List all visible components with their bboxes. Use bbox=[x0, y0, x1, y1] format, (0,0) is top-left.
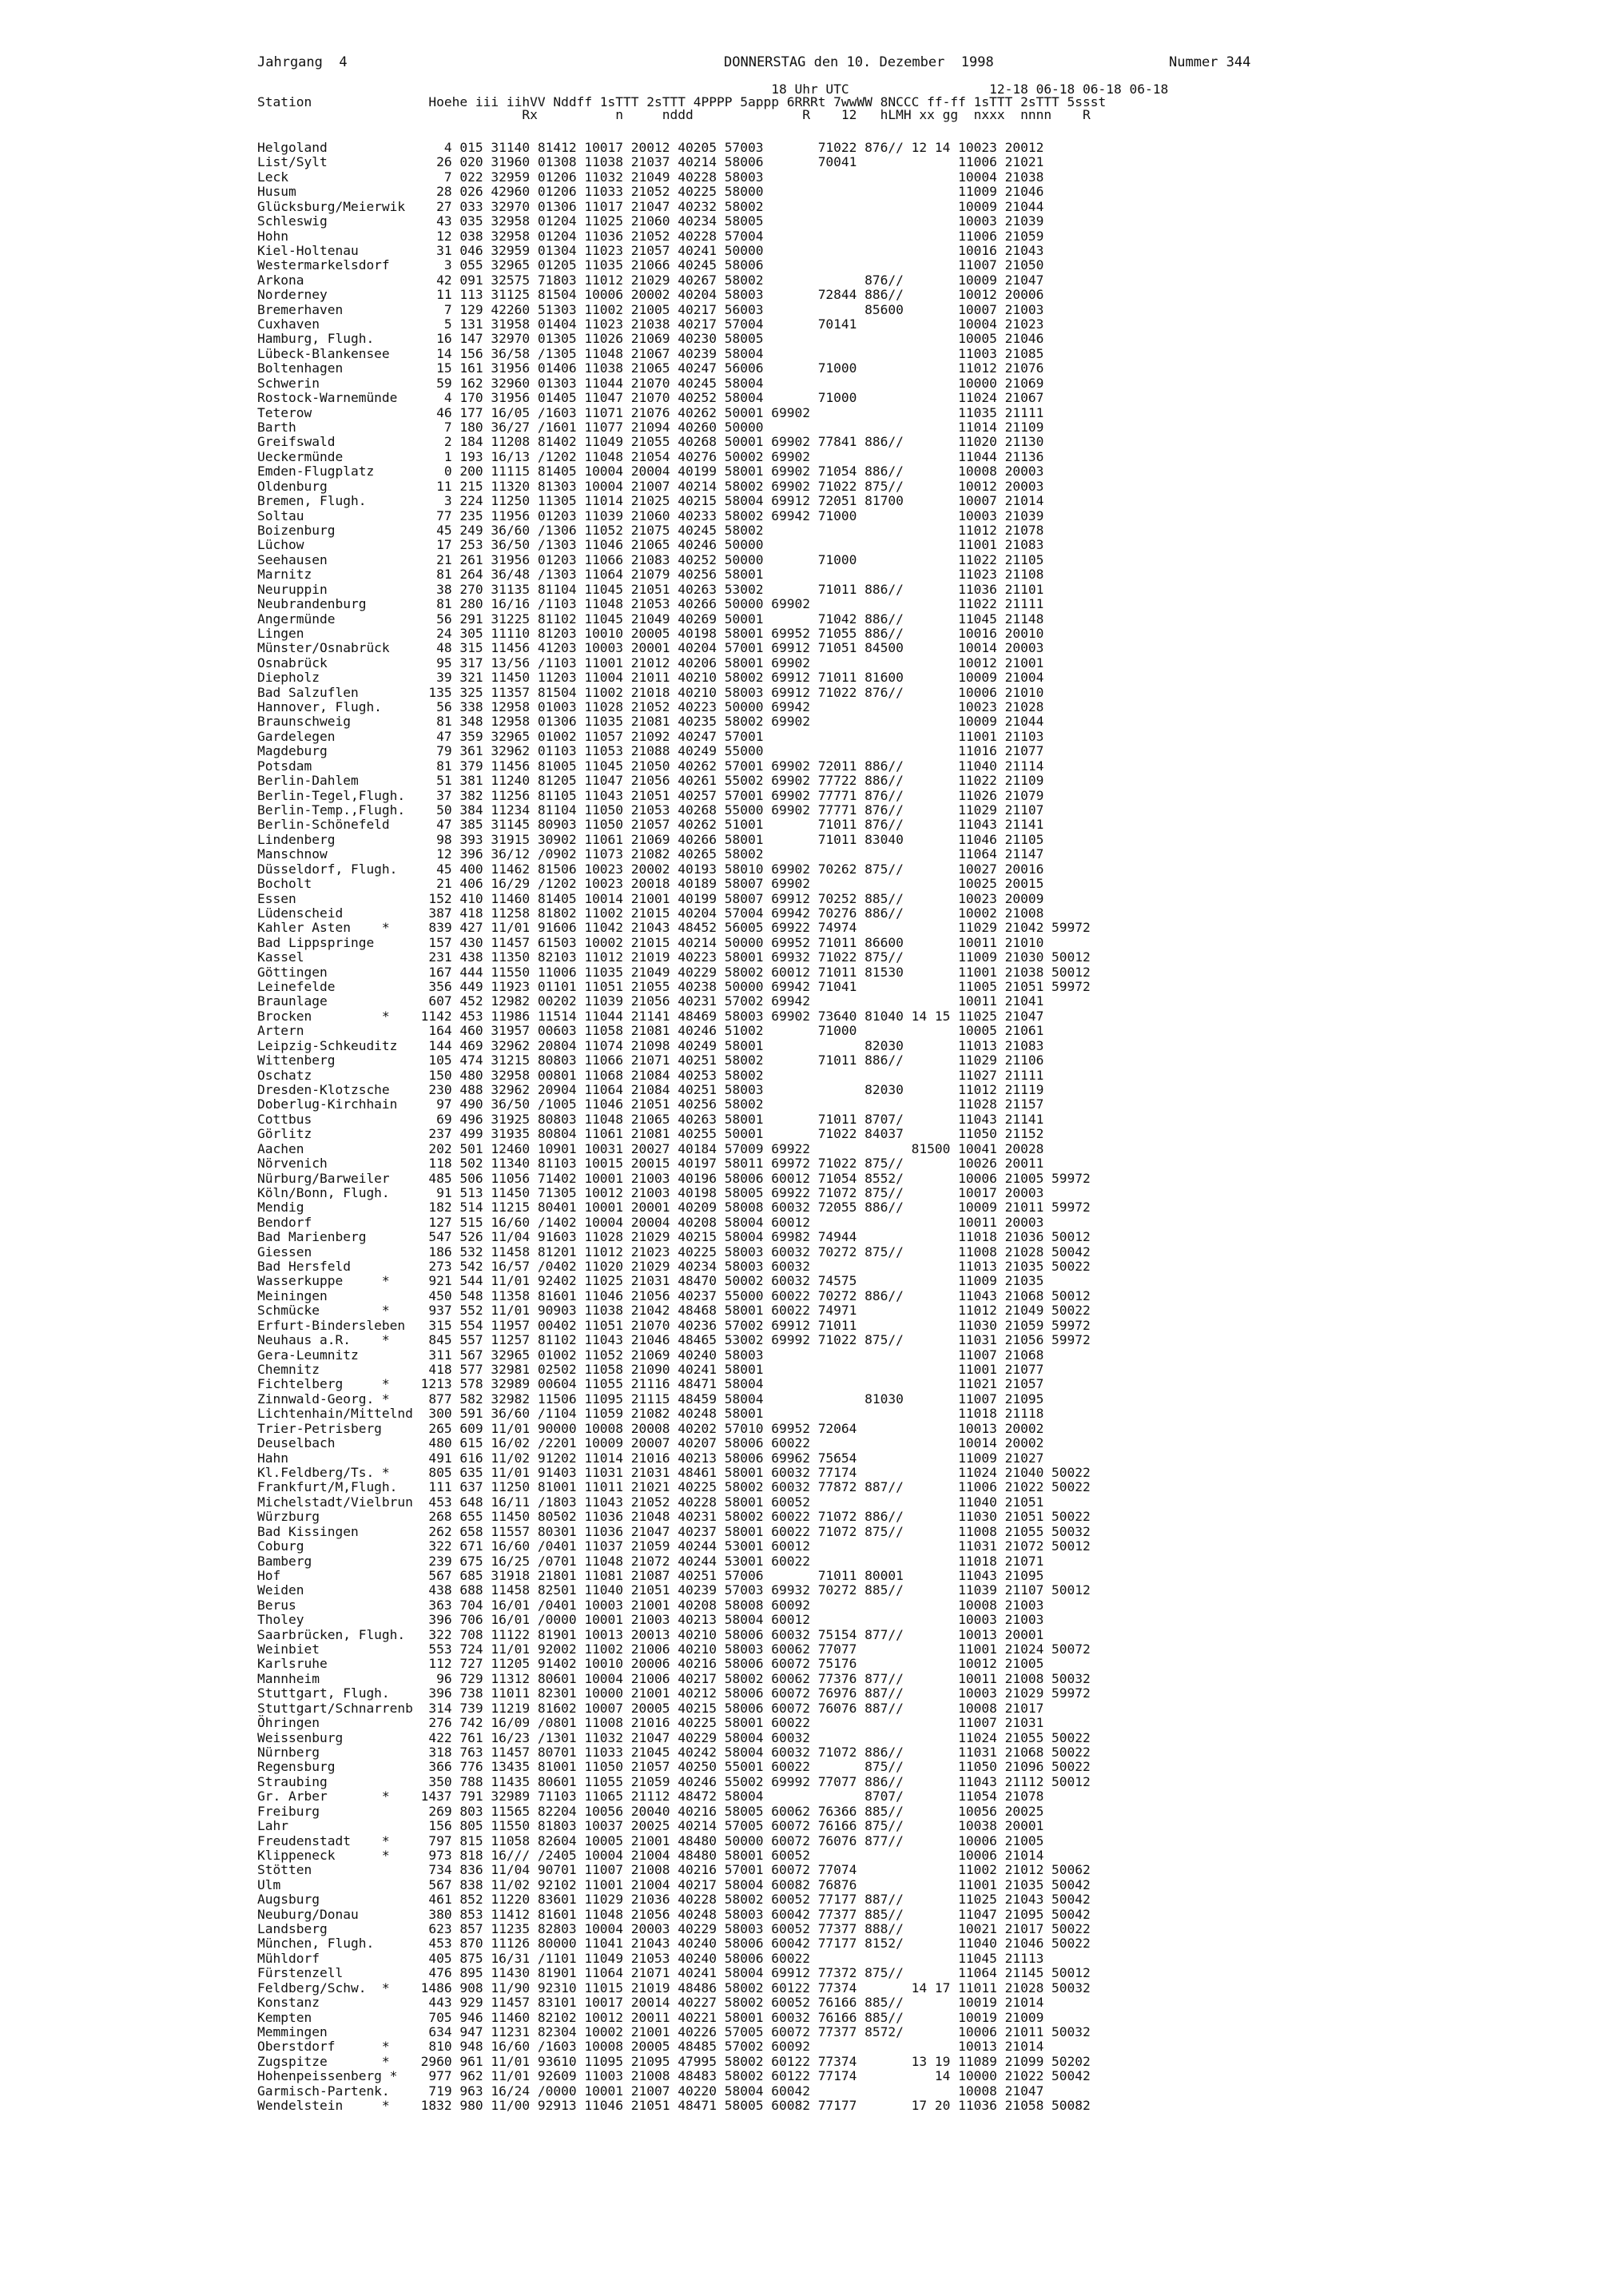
table-row: Neuburg/Donau 380 853 11412 81601 11048 21056 40248 58003 60042 77377 885// 11047 21095 50042 bbox=[257, 1906, 1091, 1922]
table-row: Artern 164 460 31957 00603 11058 21081 40246 51002 71000 10005 21061 bbox=[257, 1023, 1044, 1039]
table-row: Bad Salzuflen 135 325 11357 81504 11002 21018 40210 58003 69912 71022 876// 10006 21010 bbox=[257, 684, 1044, 700]
jahrgang-label: Jahrgang 4 bbox=[257, 54, 348, 70]
table-row: Berlin-Schönefeld 47 385 31145 80903 11050 21057 40262 51001 71011 876// 11043 21141 bbox=[257, 817, 1044, 833]
table-row: München, Flugh. 453 870 11126 80000 11041 21043 40240 58006 60042 77177 8152/ 11040 21046 50022 bbox=[257, 1936, 1091, 1952]
table-row: Meiningen 450 548 11358 81601 11046 21056 40237 55000 60022 70272 886// 11043 21068 50012 bbox=[257, 1287, 1091, 1303]
table-row: Weiden 438 688 11458 82501 11040 21051 40239 57003 69932 70272 885// 11039 21107 50012 bbox=[257, 1582, 1091, 1598]
table-row: Hannover, Flugh. 56 338 12958 01003 11028 21052 40223 50000 69942 10023 21028 bbox=[257, 699, 1044, 715]
table-row: Bad Hersfeld 273 542 16/57 /0402 11020 21029 40234 58003 60032 11013 21035 50022 bbox=[257, 1259, 1091, 1275]
table-row: Greifswald 2 184 11208 81402 11049 21055 40268 50001 69902 77841 886// 11020 21130 bbox=[257, 434, 1044, 450]
table-row: Münster/Osnabrück 48 315 11456 41203 10003 20001 40204 57001 69912 71051 84500 10014 20003 bbox=[257, 640, 1044, 656]
table-row: Mannheim 96 729 11312 80601 10004 21006 40217 58002 60062 77376 877// 10011 21008 50032 bbox=[257, 1670, 1091, 1686]
table-row: Nürburg/Barweiler 485 506 11056 71402 10001 21003 40196 58006 60012 71054 8552/ 10006 21005 59972 bbox=[257, 1170, 1091, 1186]
table-row: Leipzig-Schkeuditz 144 469 32962 20804 11074 21098 40249 58001 82030 11013 21083 bbox=[257, 1037, 1044, 1053]
table-row: Bad Kissingen 262 658 11557 80301 11036 21047 40237 58001 60022 71072 875// 11008 21055 50032 bbox=[257, 1523, 1091, 1539]
table-row: Trier-Petrisberg 265 609 11/01 90000 10008 20008 40202 57010 69952 72064 10013 20002 bbox=[257, 1420, 1044, 1436]
table-row: Deuselbach 480 615 16/02 /2201 10009 20007 40207 58006 60022 10014 20002 bbox=[257, 1435, 1044, 1451]
table-row: Görlitz 237 499 31935 80804 11061 21081 40255 50001 71022 84037 11050 21152 bbox=[257, 1126, 1044, 1142]
table-row: Freiburg 269 803 11565 82204 10056 20040 40216 58005 60062 76366 885// 10056 20025 bbox=[257, 1803, 1044, 1819]
table-row: Chemnitz 418 577 32981 02502 11058 21090 40241 58001 11001 21077 bbox=[257, 1362, 1044, 1378]
table-row: Magdeburg 79 361 32962 01103 11053 21088 40249 55000 11016 21077 bbox=[257, 743, 1044, 759]
table-row: Giessen 186 532 11458 81201 11012 21023 40225 58003 60032 70272 875// 11008 21028 50042 bbox=[257, 1244, 1091, 1259]
table-row: Husum 28 026 42960 01206 11033 21052 40225 58000 11009 21046 bbox=[257, 184, 1044, 200]
column-header-line: 18 Uhr UTC 12-18 06-18 06-18 06-18 bbox=[257, 82, 1169, 97]
table-row: Bremerhaven 7 129 42260 51303 11002 21005 40217 56003 85600 10007 21003 bbox=[257, 301, 1044, 317]
table-row: Nörvenich 118 502 11340 81103 10015 20015 40197 58011 69972 71022 875// 10026 20011 bbox=[257, 1156, 1044, 1172]
table-row: Lahr 156 805 11550 81803 10037 20025 40214 57005 60072 76166 875// 10038 20001 bbox=[257, 1818, 1044, 1834]
table-row: Karlsruhe 112 727 11205 91402 10010 20006 40216 58006 60072 75176 10012 21005 bbox=[257, 1656, 1044, 1672]
table-row: Frankfurt/M,Flugh. 111 637 11250 81001 11011 21021 40225 58002 60032 77872 887// 11006 21022 50022 bbox=[257, 1479, 1091, 1495]
table-row: Hof 567 685 31918 21801 11081 21087 40251 57006 71011 80001 11043 21095 bbox=[257, 1567, 1044, 1583]
table-row: Emden-Flugplatz 0 200 11115 81405 10004 20004 40199 58001 69902 71054 886// 10008 20003 bbox=[257, 464, 1044, 479]
table-row: Gera-Leumnitz 311 567 32965 01002 11052 21069 40240 58003 11007 21068 bbox=[257, 1347, 1044, 1363]
table-row: Neuruppin 38 270 31135 81104 11045 21051 40263 53002 71011 886// 11036 21101 bbox=[257, 581, 1044, 597]
table-row: Cottbus 69 496 31925 80803 11048 21065 40263 58001 71011 8707/ 11043 21141 bbox=[257, 1111, 1044, 1127]
table-row: Lingen 24 305 11110 81203 10010 20005 40198 58001 69952 71055 886// 10016 20010 bbox=[257, 625, 1044, 641]
table-row: Coburg 322 671 16/60 /0401 11037 21059 40244 53001 60012 11031 21072 50012 bbox=[257, 1538, 1091, 1554]
column-header bbox=[257, 83, 1168, 121]
table-row: Würzburg 268 655 11450 80502 11036 21048 40231 58002 60022 71072 886// 11030 21051 50022 bbox=[257, 1509, 1091, 1525]
table-row: Fürstenzell 476 895 11430 81901 11064 21071 40241 58004 69912 77372 875// 11064 21145 50012 bbox=[257, 1965, 1091, 1981]
table-row: Zinnwald-Georg. * 877 582 32982 11506 11095 21115 48459 58004 81030 11007 21095 bbox=[257, 1391, 1044, 1407]
table-row: Marnitz 81 264 36/48 /1303 11064 21079 40256 58001 11023 21108 bbox=[257, 567, 1044, 583]
table-row: Freudenstadt * 797 815 11058 82604 10005 21001 48480 50000 60072 76076 877// 10006 21005 bbox=[257, 1832, 1044, 1848]
table-row: Göttingen 167 444 11550 11006 11035 21049 40229 58002 60012 71011 81530 11001 21038 50012 bbox=[257, 964, 1091, 980]
table-row: Gardelegen 47 359 32965 01002 11057 21092 40247 57001 11001 21103 bbox=[257, 728, 1044, 744]
table-row: Gr. Arber * 1437 791 32989 71103 11065 21112 48472 58004 8707/ 11054 21078 bbox=[257, 1789, 1044, 1805]
table-row: Norderney 11 113 31125 81504 10006 20002 40204 58003 72844 886// 10012 20006 bbox=[257, 287, 1044, 303]
table-row: Schwerin 59 162 32960 01303 11044 21070 40245 58004 10000 21069 bbox=[257, 375, 1044, 391]
table-row: Angermünde 56 291 31225 81102 11045 21049 40269 50001 71042 886// 11045 21148 bbox=[257, 611, 1044, 627]
table-row: Landsberg 623 857 11235 82803 10004 20003 40229 58003 60052 77377 888// 10021 21017 50022 bbox=[257, 1921, 1091, 1937]
table-row: Memmingen 634 947 11231 82304 10002 21001 40226 57005 60072 77377 8572/ 10006 21011 50032 bbox=[257, 2024, 1091, 2039]
table-row: Lichtenhain/Mittelnd 300 591 36/60 /1104 11059 21082 40248 58001 11018 21118 bbox=[257, 1406, 1044, 1422]
table-row: Arkona 42 091 32575 71803 11012 21029 40267 58002 876// 10009 21047 bbox=[257, 272, 1044, 288]
table-row: Leinefelde 356 449 11923 01101 11051 21055 40238 50000 69942 71041 11005 21051 59972 bbox=[257, 979, 1091, 995]
table-row: Bendorf 127 515 16/60 /1402 10004 20004 40208 58004 60012 10011 20003 bbox=[257, 1214, 1044, 1230]
table-row: Kiel-Holtenau 31 046 32959 01304 11023 21057 40241 50000 10016 21043 bbox=[257, 242, 1044, 258]
table-row: Bad Marienberg 547 526 11/04 91603 11028 21029 40215 58004 69982 74944 11018 21036 50012 bbox=[257, 1229, 1091, 1245]
table-row: Mendig 182 514 11215 80401 10001 20001 40209 58008 60032 72055 886// 10009 21011 59972 bbox=[257, 1200, 1091, 1216]
table-row: Kempten 705 946 11460 82102 10012 20011 40221 58001 60032 76166 885// 10019 21009 bbox=[257, 2009, 1044, 2025]
table-row: Dresden-Klotzsche 230 488 32962 20904 11064 21084 40251 58003 82030 11012 21119 bbox=[257, 1082, 1044, 1097]
table-row: Stötten 734 836 11/04 90701 11007 21008 40216 57001 60072 77074 11002 21012 50062 bbox=[257, 1862, 1091, 1878]
table-row: Oberstdorf * 810 948 16/60 /1603 10008 20005 48485 57002 60092 10013 21014 bbox=[257, 2039, 1044, 2055]
table-row: Stuttgart/Schnarrenb 314 739 11219 81602 10007 20005 40215 58006 60072 76076 887// 10008 21017 bbox=[257, 1700, 1044, 1716]
table-row: Barth 7 180 36/27 /1601 11077 21094 40260 50000 11014 21109 bbox=[257, 420, 1044, 436]
table-row: Diepholz 39 321 11450 11203 11004 21011 40210 58002 69912 71011 81600 10009 21004 bbox=[257, 670, 1044, 686]
table-row: Aachen 202 501 12460 10901 10031 20027 40184 57009 69922 81500 10041 20028 bbox=[257, 1140, 1044, 1156]
table-row: Klippeneck * 973 818 16/// /2405 10004 21004 48480 58001 60052 10006 21014 bbox=[257, 1847, 1044, 1863]
column-header-line: Station Hoehe iii iihVV Nddff 1sTTT 2sTTT 4PPPP 5appp 6RRRt 7wwWW 8NCCC ff-ff 1sTTT 2sTTT 5ssst bbox=[257, 94, 1107, 109]
table-row: Doberlug-Kirchhain 97 490 36/50 /1005 11046 21051 40256 58002 11028 21157 bbox=[257, 1096, 1044, 1112]
table-row: Potsdam 81 379 11456 81005 11045 21050 40262 57001 69902 72011 886// 11040 21114 bbox=[257, 758, 1044, 774]
table-row: Berlin-Tegel,Flugh. 37 382 11256 81105 11043 21051 40257 57001 69902 77771 876// 11026 21079 bbox=[257, 787, 1044, 803]
table-row: Neuhaus a.R. * 845 557 11257 81102 11043 21046 48465 53002 69992 71022 875// 11031 21056 59972 bbox=[257, 1332, 1091, 1348]
table-row: Helgoland 4 015 31140 81412 10017 20012 40205 57003 71022 876// 12 14 10023 20012 bbox=[257, 140, 1044, 155]
table-row: Kl.Feldberg/Ts. * 805 635 11/01 91403 11031 21031 48461 58001 60032 77174 11024 21040 50022 bbox=[257, 1464, 1091, 1480]
table-row: Bocholt 21 406 16/29 /1202 10023 20018 40189 58007 69902 10025 20015 bbox=[257, 876, 1044, 892]
table-row: Essen 152 410 11460 81405 10014 21001 40199 58007 69912 70252 885// 10023 20009 bbox=[257, 890, 1044, 906]
table-row: Erfurt-Bindersleben 315 554 11957 00402 11051 21070 40236 57002 69912 71011 11030 21059 59972 bbox=[257, 1317, 1091, 1333]
table-row: Boltenhagen 15 161 31956 01406 11038 21065 40247 56006 71000 11012 21076 bbox=[257, 360, 1044, 376]
table-row: Westermarkelsdorf 3 055 32965 01205 11035 21066 40245 58006 11007 21050 bbox=[257, 257, 1044, 273]
table-row: Ulm 567 838 11/02 92102 11001 21004 40217 58004 60082 76876 11001 21035 50042 bbox=[257, 1876, 1091, 1892]
table-row: Rostock-Warnemünde 4 170 31956 01405 11047 21070 40252 58004 71000 11024 21067 bbox=[257, 390, 1044, 406]
table-row: Ueckermünde 1 193 16/13 /1202 11048 21054 40276 50002 69902 11044 21136 bbox=[257, 448, 1044, 464]
table-row: Berlin-Dahlem 51 381 11240 81205 11047 21056 40261 55002 69902 77722 886// 11022 21109 bbox=[257, 773, 1044, 789]
table-row: Bamberg 239 675 16/25 /0701 11048 21072 40244 53001 60022 11018 21071 bbox=[257, 1553, 1044, 1569]
table-row: Saarbrücken, Flugh. 322 708 11122 81901 10013 20013 40210 58006 60032 75154 877// 10013 20001 bbox=[257, 1626, 1044, 1642]
table-row: Neubrandenburg 81 280 16/16 /1103 11048 21053 40266 50000 69902 11022 21111 bbox=[257, 596, 1044, 612]
table-row: Köln/Bonn, Flugh. 91 513 11450 71305 10012 21003 40198 58005 69922 71072 875// 10017 20003 bbox=[257, 1184, 1044, 1200]
table-row: Garmisch-Partenk. 719 963 16/24 /0000 10001 21007 40220 58004 60042 10008 21047 bbox=[257, 2083, 1044, 2099]
table-row: Hahn 491 616 11/02 91202 11014 21016 40213 58006 69962 75654 11009 21027 bbox=[257, 1450, 1044, 1466]
table-row: Weinbiet 553 724 11/01 92002 11002 21006 40210 58003 60062 77077 11001 21024 50072 bbox=[257, 1641, 1091, 1657]
table-row: Lüchow 17 253 36/50 /1303 11046 21065 40246 50000 11001 21083 bbox=[257, 537, 1044, 553]
table-row: Weissenburg 422 761 16/23 /1301 11032 21047 40229 58004 60032 11024 21055 50022 bbox=[257, 1729, 1091, 1745]
table-row: Osnabrück 95 317 13/56 /1103 11001 21012 40206 58001 69902 10012 21001 bbox=[257, 655, 1044, 670]
table-row: Feldberg/Schw. * 1486 908 11/90 92310 11015 21019 48486 58002 60122 77374 14 17 11011 21028 50032 bbox=[257, 1980, 1091, 1996]
table-row: Wendelstein * 1832 980 11/00 92913 11046 21051 48471 58005 60082 77177 17 20 11036 21058 50082 bbox=[257, 2098, 1091, 2114]
table-row: Manschnow 12 396 36/12 /0902 11073 21082 40265 58002 11064 21147 bbox=[257, 846, 1044, 862]
column-header-line: Rx n nddd R 12 hLMH xx gg nxxx nnnn R bbox=[257, 107, 1091, 122]
table-row: Bremen, Flugh. 3 224 11250 11305 11014 21025 40215 58004 69912 72051 81700 10007 21014 bbox=[257, 493, 1044, 509]
table-row: Konstanz 443 929 11457 83101 10017 20014 40227 58002 60052 76166 885// 10019 21014 bbox=[257, 1995, 1044, 2011]
table-row: Cuxhaven 5 131 31958 01404 11023 21038 40217 57004 70141 10004 21023 bbox=[257, 316, 1044, 332]
station-table bbox=[257, 141, 1091, 2114]
table-row: Brocken * 1142 453 11986 11514 11044 21141 48469 58003 69902 73640 81040 14 15 11025 21047 bbox=[257, 1008, 1044, 1024]
table-row: Teterow 46 177 16/05 /1603 11071 21076 40262 50001 69902 11035 21111 bbox=[257, 404, 1044, 420]
table-row: Braunlage 607 452 12982 00202 11039 21056 40231 57002 69942 10011 21041 bbox=[257, 993, 1044, 1009]
table-row: Hamburg, Flugh. 16 147 32970 01305 11026 21069 40230 58005 10005 21046 bbox=[257, 331, 1044, 347]
table-row: Hohn 12 038 32958 01204 11036 21052 40228 57004 11006 21059 bbox=[257, 228, 1044, 244]
table-row: Soltau 77 235 11956 01203 11039 21060 40233 58002 69942 71000 10003 21039 bbox=[257, 507, 1044, 523]
table-row: Tholey 396 706 16/01 /0000 10001 21003 40213 58004 60012 10003 21003 bbox=[257, 1612, 1044, 1628]
table-row: Lindenberg 98 393 31915 30902 11061 21069 40266 58001 71011 83040 11046 21105 bbox=[257, 831, 1044, 847]
table-row: Berus 363 704 16/01 /0401 10003 21001 40208 58008 60092 10008 21003 bbox=[257, 1597, 1044, 1613]
table-row: Kassel 231 438 11350 82103 11012 21019 40223 58001 69932 71022 875// 11009 21030 50012 bbox=[257, 949, 1091, 965]
table-row: Regensburg 366 776 13435 81001 11050 21057 40250 55001 60022 875// 11050 21096 50022 bbox=[257, 1759, 1091, 1775]
table-row: Straubing 350 788 11435 80601 11055 21059 40246 55002 69992 77077 886// 11043 21112 50012 bbox=[257, 1773, 1091, 1789]
table-row: Oldenburg 11 215 11320 81303 10004 21007 40214 58002 69902 71022 875// 10012 20003 bbox=[257, 478, 1044, 494]
table-row: Düsseldorf, Flugh. 45 400 11462 81506 10023 20002 40193 58010 69902 70262 875// 10027 20016 bbox=[257, 861, 1044, 877]
table-row: Leck 7 022 32959 01206 11032 21049 40228 58003 10004 21038 bbox=[257, 169, 1044, 185]
table-row: Schleswig 43 035 32958 01204 11025 21060 40234 58005 10003 21039 bbox=[257, 213, 1044, 229]
table-row: Hohenpeissenberg * 977 962 11/01 92609 11003 21008 48483 58002 60122 77174 14 10000 21022 50042 bbox=[257, 2068, 1091, 2084]
table-row: Lübeck-Blankensee 14 156 36/58 /1305 11048 21067 40239 58004 11003 21085 bbox=[257, 345, 1044, 361]
table-row: Bad Lippspringe 157 430 11457 61503 10002 21015 40214 50000 69952 71011 86600 10011 21010 bbox=[257, 934, 1044, 950]
table-row: Wasserkuppe * 921 544 11/01 92402 11025 21031 48470 50002 60032 74575 11009 21035 bbox=[257, 1273, 1044, 1289]
table-row: Zugspitze * 2960 961 11/01 93610 11095 21095 47995 58002 60122 77374 13 19 11089 21099 50202 bbox=[257, 2053, 1091, 2069]
table-row: Berlin-Temp.,Flugh. 50 384 11234 81104 11050 21053 40268 55000 69902 77771 876// 11029 21107 bbox=[257, 802, 1044, 818]
table-row: Stuttgart, Flugh. 396 738 11011 82301 10000 21001 40212 58006 60072 76976 887// 10003 21029 59972 bbox=[257, 1685, 1091, 1701]
table-row: Nürnberg 318 763 11457 80701 11033 21045 40242 58004 60032 71072 886// 11031 21068 50022 bbox=[257, 1744, 1091, 1760]
table-row: Braunschweig 81 348 12958 01306 11035 21081 40235 58002 69902 10009 21044 bbox=[257, 714, 1044, 730]
table-row: Fichtelberg * 1213 578 32989 00604 11055 21116 48471 58004 11021 21057 bbox=[257, 1376, 1044, 1392]
table-row: Mühldorf 405 875 16/31 /1101 11049 21053 40240 58006 60022 11045 21113 bbox=[257, 1950, 1044, 1966]
table-row: Glücksburg/Meierwik 27 033 32970 01306 11017 21047 40232 58002 10009 21044 bbox=[257, 198, 1044, 214]
table-row: Boizenburg 45 249 36/60 /1306 11052 21075 40245 58002 11012 21078 bbox=[257, 522, 1044, 538]
table-row: Öhringen 276 742 16/09 /0801 11008 21016 40225 58001 60022 11007 21031 bbox=[257, 1715, 1044, 1731]
table-row: Augsburg 461 852 11220 83601 11029 21036 40228 58002 60052 77177 887// 11025 21043 50042 bbox=[257, 1892, 1091, 1908]
table-row: Wittenberg 105 474 31215 80803 11066 21071 40251 58002 71011 886// 11029 21106 bbox=[257, 1052, 1044, 1068]
table-row: Kahler Asten * 839 427 11/01 91606 11042 21043 48452 56005 69922 74974 11029 21042 59972 bbox=[257, 920, 1091, 936]
table-row: Schmücke * 937 552 11/01 90903 11038 21042 48468 58001 60022 74971 11012 21049 50022 bbox=[257, 1303, 1091, 1319]
table-row: Lüdenscheid 387 418 11258 81802 11002 21015 40204 57004 69942 70276 886// 10002 21008 bbox=[257, 905, 1044, 921]
table-row: Seehausen 21 261 31956 01203 11066 21083 40252 50000 71000 11022 21105 bbox=[257, 551, 1044, 567]
table-row: Oschatz 150 480 32958 00801 11068 21084 40253 58002 11027 21111 bbox=[257, 1067, 1044, 1083]
date-label: DONNERSTAG den 10. Dezember 1998 bbox=[724, 54, 994, 70]
table-row: Michelstadt/Vielbrun 453 648 16/11 /1803 11043 21052 40228 58001 60052 11040 21051 bbox=[257, 1494, 1044, 1510]
issue-number-label: Nummer 344 bbox=[1169, 54, 1251, 70]
table-row: List/Sylt 26 020 31960 01308 11038 21037 40214 58006 70041 11006 21021 bbox=[257, 154, 1044, 170]
